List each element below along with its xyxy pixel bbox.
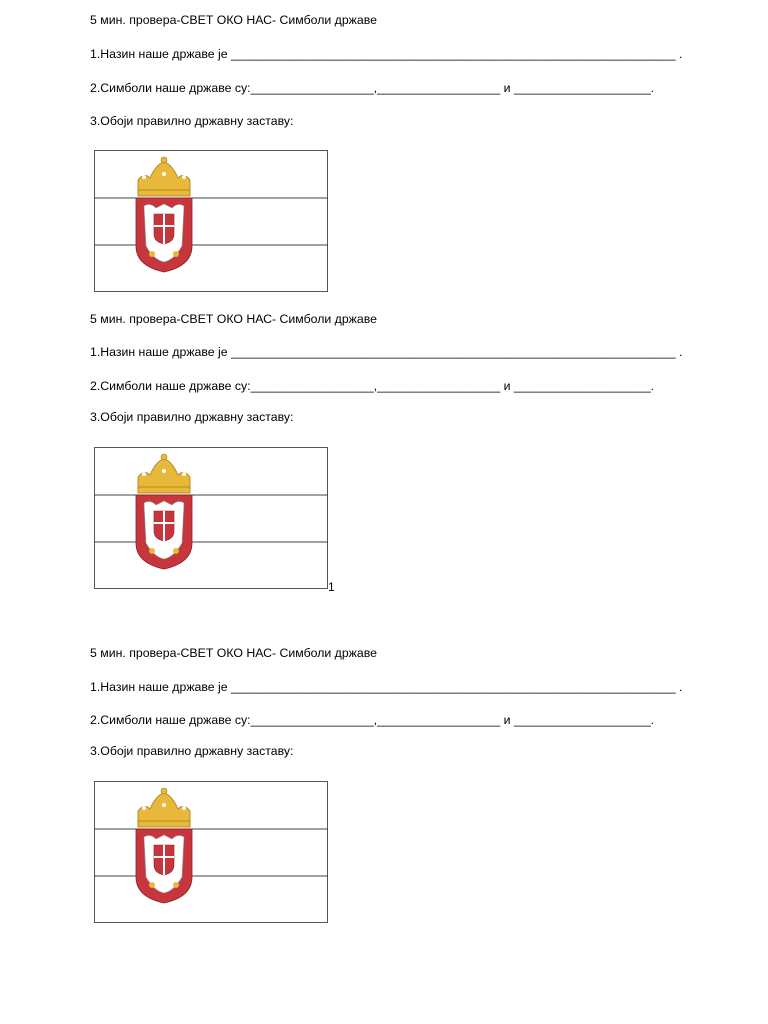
quiz-3-question-2: 2.Симболи наше државе су:__________________,__________________ и ____________________. — [90, 713, 655, 727]
quiz-1-flag-outline — [94, 150, 328, 292]
quiz-2-question-2: 2.Симболи наше државе су:__________________,__________________ и ____________________. — [90, 379, 655, 393]
quiz-2-question-3: 3.Обоји правилно државну заставу: — [90, 410, 294, 424]
quiz-3-flag-outline — [94, 781, 328, 923]
quiz-2-title: 5 мин. провера-СВЕТ ОКО НАС- Симболи државе — [90, 312, 377, 326]
quiz-3-question-1: 1.Назин наше државе је _________________________________________________________________ . — [90, 680, 683, 694]
quiz-1-question-2: 2.Симболи наше државе су:__________________,__________________ и ____________________. — [90, 81, 655, 95]
quiz-3-question-3: 3.Обоји правилно државну заставу: — [90, 744, 294, 758]
quiz-2-question-1: 1.Назин наше државе је _________________________________________________________________ . — [90, 345, 683, 359]
quiz-3-title: 5 мин. провера-СВЕТ ОКО НАС- Симболи државе — [90, 646, 377, 660]
quiz-2-flag-outline — [94, 447, 328, 589]
quiz-1-question-3: 3.Обоји правилно државну заставу: — [90, 114, 294, 128]
page-number: 1 — [328, 580, 335, 594]
quiz-1-question-1: 1.Назин наше државе је _________________________________________________________________ . — [90, 47, 683, 61]
quiz-1-title: 5 мин. провера-СВЕТ ОКО НАС- Симболи државе — [90, 13, 377, 27]
